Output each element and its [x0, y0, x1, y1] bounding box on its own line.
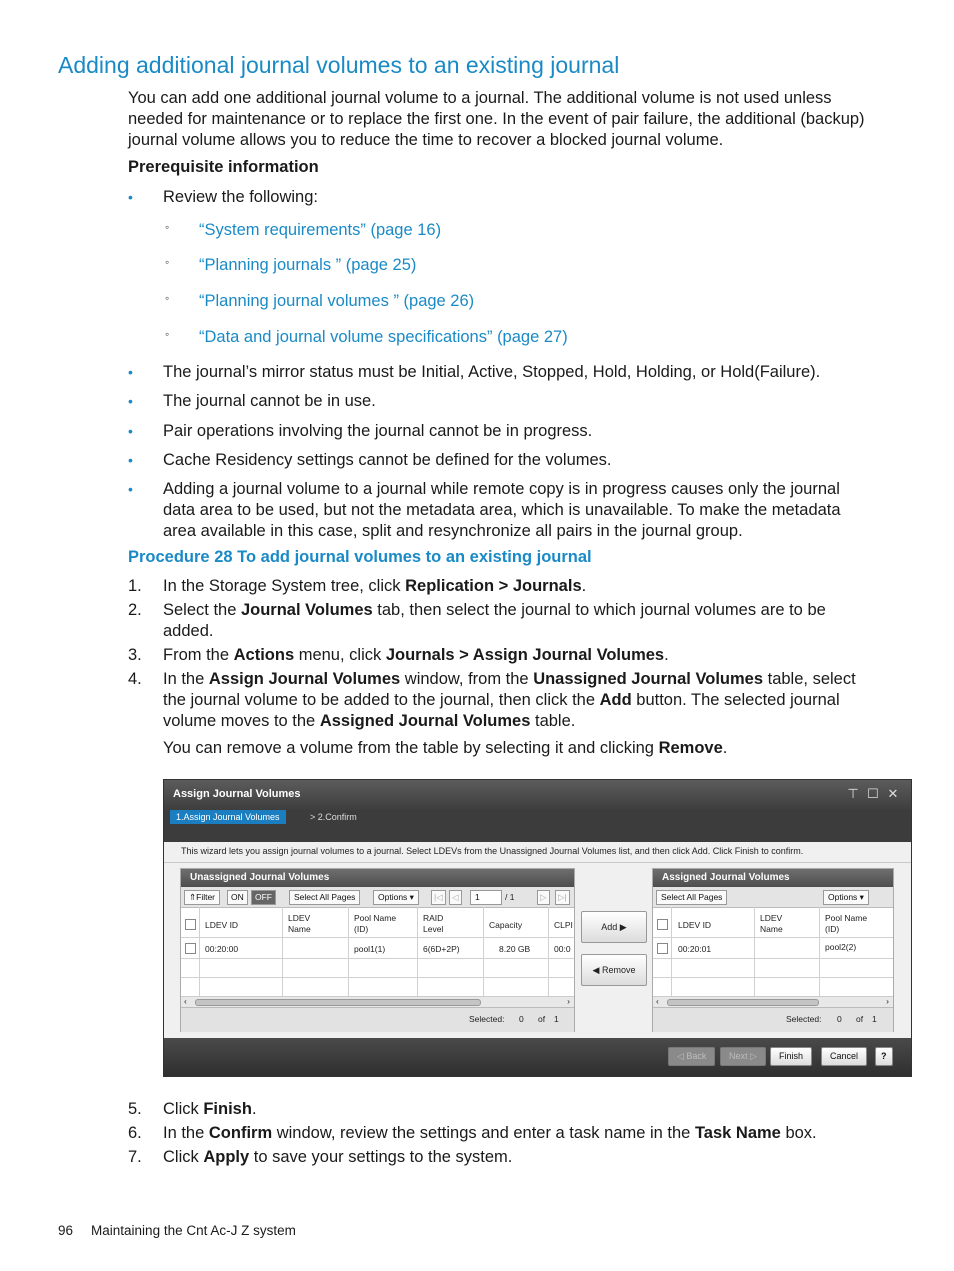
step-number: 6. [128, 1124, 142, 1142]
select-all-pages-button[interactable]: Select All Pages [289, 890, 360, 905]
wizard-instructions: This wizard lets you assign journal volumes to a journal. Select LDEVs from the Unassigned Journal Volumes list, and then click Add. Click Finish to confirm. [181, 846, 804, 856]
step-text: tab, then select the journal to which journal volumes are to be added. [163, 601, 826, 640]
column-divider [754, 907, 755, 996]
row-divider [181, 977, 574, 978]
step-ui-term: Task Name [694, 1124, 781, 1142]
wizard-step-confirm: > 2.Confirm [310, 812, 357, 822]
step-text: . [581, 577, 587, 595]
section-heading: Adding additional journal volumes to an existing journal [58, 52, 620, 78]
add-button[interactable]: Add ▶ [581, 911, 647, 943]
filter-on-toggle[interactable]: ON [227, 890, 248, 905]
next-page-icon[interactable]: ▷ [537, 890, 550, 905]
step-ui-term: Add [599, 691, 632, 709]
horizontal-scrollbar[interactable] [653, 996, 893, 1007]
total-count: 1 [554, 1014, 559, 1024]
step-ui-term: Finish [203, 1100, 252, 1118]
circle-bullet-icon: ◦ [165, 327, 170, 341]
column-divider [819, 907, 820, 996]
step-text: menu, click [294, 646, 386, 664]
step-text: In the [163, 1124, 209, 1142]
header-divider [181, 937, 574, 938]
wizard-steps-bar [164, 810, 911, 842]
column-header[interactable]: LDEV ID [678, 920, 712, 930]
assigned-journal-volumes-panel [652, 868, 894, 1032]
circle-bullet-icon: ◦ [165, 255, 170, 269]
step-text: In the Storage System tree, click [163, 577, 406, 595]
panel-title: Assigned Journal Volumes [653, 869, 893, 887]
step-ui-term: Journals > Assign Journal Volumes [385, 646, 665, 664]
step-text: . [251, 1100, 257, 1118]
step-ui-term: Actions [233, 646, 295, 664]
step-text: In the [163, 670, 209, 688]
scroll-right-icon[interactable]: › [886, 996, 889, 1006]
procedure-title: Procedure 28 To add journal volumes to an existing journal [128, 548, 592, 566]
cancel-button[interactable]: Cancel [821, 1047, 867, 1066]
step-text: to save your settings to the system. [249, 1148, 513, 1166]
divider [164, 862, 911, 863]
wizard-step-assign: 1.Assign Journal Volumes [170, 810, 286, 824]
step-number: 5. [128, 1100, 142, 1118]
column-divider [199, 907, 200, 996]
table-cell: 00:20:01 [678, 944, 712, 954]
column-header[interactable]: Pool Name (ID) [825, 913, 868, 934]
remove-button[interactable]: ◀ Remove [581, 954, 647, 986]
step-ui-term: Apply [203, 1148, 250, 1166]
link-data-journal-specs[interactable]: “Data and journal volume specifications” (page 27) [199, 328, 568, 346]
assign-journal-volumes-window [163, 779, 912, 1077]
table-toolbar [653, 887, 893, 908]
step-text: From the [163, 646, 234, 664]
unassigned-journal-volumes-panel [180, 868, 575, 1032]
step-text: window, from the [400, 670, 534, 688]
intro-paragraph: You can add one additional journal volume to a journal. The additional volume is not used unless needed for maintenance or to replace the first one. In the event of pair failure, the additional (backup) journal volume allows you to reduce the time to recover a blocked journal volume. [128, 89, 865, 149]
bullet-icon: • [128, 452, 133, 468]
column-header[interactable]: LDEV ID [205, 920, 239, 930]
last-page-icon[interactable]: ▷| [555, 890, 570, 905]
bullet-icon: • [128, 364, 133, 380]
selected-label: Selected: [786, 1014, 822, 1024]
step-ui-term: Replication > Journals [405, 577, 582, 595]
circle-bullet-icon: ◦ [165, 291, 170, 305]
bullet-cache-residency [128, 450, 873, 471]
step-7 [128, 1147, 873, 1168]
step-number: 1. [128, 577, 142, 595]
step-4-note [128, 738, 873, 759]
select-all-checkbox[interactable] [657, 919, 668, 930]
step-5 [128, 1099, 873, 1120]
prereq-title: Prerequisite information [128, 158, 319, 176]
scrollbar-thumb[interactable] [667, 999, 819, 1006]
bullet-review [128, 187, 873, 208]
page-number-input[interactable]: 1 [470, 890, 502, 905]
horizontal-scrollbar[interactable] [181, 996, 574, 1007]
bullet-icon: • [128, 423, 133, 439]
link-planning-journal-volumes[interactable]: “Planning journal volumes ” (page 26) [199, 292, 475, 310]
panel-title: Unassigned Journal Volumes [181, 869, 574, 887]
bullet-icon: • [128, 481, 133, 497]
help-icon[interactable]: ? [875, 1047, 893, 1066]
step-1 [128, 576, 873, 597]
table-footer [181, 1007, 574, 1032]
back-button[interactable]: ◁ Back [668, 1047, 715, 1066]
close-icon[interactable]: ✕ [887, 786, 899, 801]
prev-page-icon[interactable]: ◁ [449, 890, 462, 905]
step-number: 2. [128, 601, 142, 619]
window-titlebar [164, 780, 911, 810]
step-ui-term: Assign Journal Volumes [208, 670, 401, 688]
step-text: window, review the settings and enter a task name in the [272, 1124, 695, 1142]
bullet-icon: • [128, 393, 133, 409]
link-system-requirements[interactable]: “System requirements” (page 16) [199, 221, 442, 239]
pin-icon[interactable]: ⊤ [847, 786, 859, 801]
column-divider [417, 907, 418, 996]
wizard-button-bar [164, 1038, 911, 1076]
bullet-mirror-status [128, 362, 873, 383]
step-ui-term: Assigned Journal Volumes [319, 712, 531, 730]
step-ui-term: Journal Volumes [240, 601, 373, 619]
bullet-text: Pair operations involving the journal cannot be in progress. [163, 422, 593, 440]
step-text: box. [780, 1124, 817, 1142]
bullet-text: Cache Residency settings cannot be defined for the volumes. [163, 451, 612, 469]
bullet-not-in-use [128, 391, 873, 412]
step-text: Select the [163, 601, 241, 619]
scroll-left-icon[interactable]: ‹ [184, 996, 187, 1006]
selected-count: 0 [837, 1014, 842, 1024]
table-cell: 00:0 [554, 944, 571, 954]
selected-label: Selected: [469, 1014, 505, 1024]
table-cell: pool2(2) [825, 942, 857, 952]
select-all-checkbox[interactable] [185, 919, 196, 930]
row-checkbox[interactable] [657, 943, 668, 954]
row-divider [181, 958, 574, 959]
total-count: 1 [872, 1014, 877, 1024]
column-header[interactable]: Pool Name (ID) [354, 913, 397, 934]
bullet-text: Adding a journal volume to a journal while remote copy is in progress causes only the journal data area to be used, but not the metadata area, which is unavailable. To make the metadata area available in this case, split and resynchronize all pairs in the journal group. [163, 480, 841, 540]
step-text: You can remove a volume from the table by selecting it and clicking [163, 739, 659, 757]
filter-button[interactable]: ⇑Filter [184, 890, 220, 905]
column-divider [282, 907, 283, 996]
bullet-text: The journal’s mirror status must be Initial, Active, Stopped, Hold, Holding, or Hold(Failure). [163, 363, 821, 381]
finish-button[interactable]: Finish [770, 1047, 812, 1066]
bullet-remote-copy [128, 479, 873, 542]
link-planning-journals[interactable]: “Planning journals ” (page 25) [199, 256, 417, 274]
step-text: Click [163, 1100, 204, 1118]
row-divider [653, 958, 893, 959]
column-divider [671, 907, 672, 996]
window-body [164, 842, 911, 1038]
row-divider [653, 977, 893, 978]
step-number: 4. [128, 670, 142, 688]
scroll-left-icon[interactable]: ‹ [656, 996, 659, 1006]
bullet-text: The journal cannot be in use. [163, 392, 376, 410]
of-label: of [538, 1014, 546, 1024]
options-dropdown[interactable]: Options ▾ [373, 890, 419, 905]
page-footer [58, 1223, 314, 1238]
scroll-right-icon[interactable]: › [567, 996, 570, 1006]
table-cell: 8.20 GB [499, 944, 531, 954]
circle-bullet-icon: ◦ [165, 220, 170, 234]
selected-count: 0 [519, 1014, 524, 1024]
step-text: table, select the journal volume to be added to the journal, then click the [163, 670, 856, 709]
header-divider [653, 937, 893, 938]
column-header[interactable]: RAID Level [423, 913, 444, 934]
of-label: of [856, 1014, 864, 1024]
table-cell: 6(6D+2P) [423, 944, 460, 954]
options-dropdown[interactable]: Options ▾ [823, 890, 869, 905]
step-ui-term: Remove [658, 739, 723, 757]
step-number: 7. [128, 1148, 142, 1166]
table-footer [653, 1007, 893, 1032]
step-3 [128, 645, 873, 666]
page-count: / 1 [505, 892, 515, 902]
page-number: 96 [58, 1223, 74, 1238]
bullet-icon: • [128, 189, 133, 205]
column-divider [483, 907, 484, 996]
step-ui-term: Confirm [208, 1124, 273, 1142]
table-toolbar [181, 887, 574, 908]
bullet-pair-ops [128, 421, 873, 442]
table-cell: pool1(1) [354, 944, 386, 954]
step-text: . [722, 739, 728, 757]
step-number: 3. [128, 646, 142, 664]
step-ui-term: Unassigned Journal Volumes [533, 670, 764, 688]
step-4 [128, 669, 873, 732]
column-divider [548, 907, 549, 996]
first-page-icon[interactable]: |◁ [431, 890, 446, 905]
maximize-icon[interactable]: ☐ [867, 786, 879, 801]
column-header[interactable]: LDEV Name [288, 913, 311, 934]
table-cell: 00:20:00 [205, 944, 239, 954]
step-text: table. [530, 712, 576, 730]
row-checkbox[interactable] [185, 943, 196, 954]
step-text: Click [163, 1148, 204, 1166]
column-header[interactable]: LDEV Name [760, 913, 783, 934]
filter-off-toggle[interactable]: OFF [251, 890, 276, 905]
step-text: . [664, 646, 669, 664]
window-title: Assign Journal Volumes [173, 788, 301, 800]
column-divider [348, 907, 349, 996]
scrollbar-thumb[interactable] [195, 999, 481, 1006]
footer-title: Maintaining the Cnt Ac-J Z system [91, 1223, 296, 1238]
column-header[interactable]: CLPI [554, 920, 573, 930]
bullet-text: Review the following: [163, 188, 318, 206]
step-2 [128, 600, 873, 642]
select-all-pages-button[interactable]: Select All Pages [656, 890, 727, 905]
step-6 [128, 1123, 873, 1144]
step-text: button. The selected journal volume moves to the [163, 691, 840, 730]
column-header[interactable]: Capacity [489, 920, 523, 930]
next-button[interactable]: Next ▷ [720, 1047, 766, 1066]
